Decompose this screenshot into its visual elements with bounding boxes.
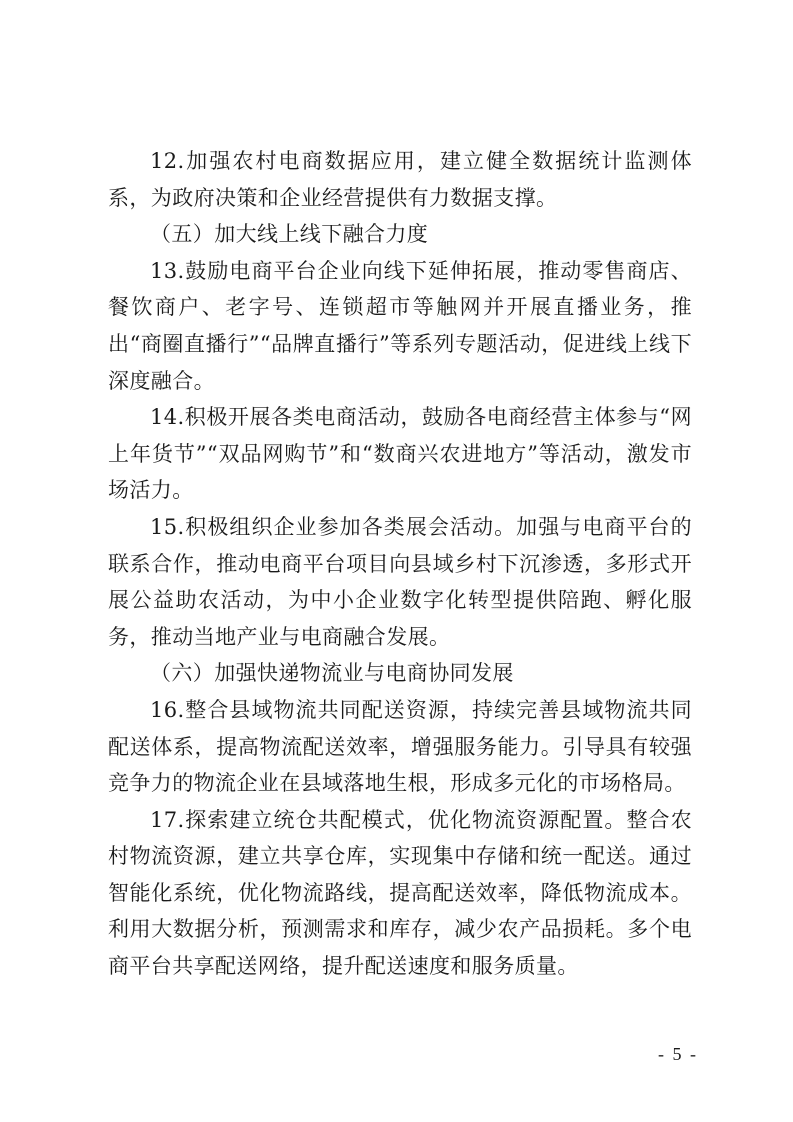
document-body	[108, 143, 692, 985]
section-heading-6: （六）加强快递物流业与电商协同发展	[150, 661, 514, 686]
paragraph-16: 16.整合县域物流共同配送资源，持续完善县域物流共同配送体系，提高物流配送效率，增强服务能力。引导具有较强竞争力的物流企业在县域落地生根，形成多元化的市场格局。	[108, 697, 692, 796]
paragraph-17: 17.探索建立统仓共配模式，优化物流资源配置。整合农村物流资源，建立共享仓库，实现集中存储和统一配送。通过智能化系统，优化物流路线，提高配送效率，降低物流成本。利用大数据分析，预测需求和库存，减少农产品损耗。多个电商平台共享配送网络，提升配送速度和服务质量。	[108, 807, 692, 979]
paragraph-13: 13.鼓励电商平台企业向线下延伸拓展，推动零售商店、餐饮商户、老字号、连锁超市等触网并开展直播业务，推出“商圈直播行”“品牌直播行”等系列专题活动，促进线上线下深度融合。	[108, 258, 692, 393]
section-heading-5: （五）加大线上线下融合力度	[150, 222, 429, 247]
paragraph-15: 15.积极组织企业参加各类展会活动。加强与电商平台的联系合作，推动电商平台项目向县域乡村下沉渗透，多形式开展公益助农活动，为中小企业数字化转型提供陪跑、孵化服务，推动当地产业与电商融合发展。	[108, 514, 692, 649]
paragraph-14: 14.积极开展各类电商活动，鼓励各电商经营主体参与“网上年货节”“双品网购节”和“数商兴农进地方”等活动，激发市场活力。	[108, 405, 692, 503]
page-number: - 5 -	[658, 1044, 698, 1064]
paragraph-12: 12.加强农村电商数据应用，建立健全数据统计监测体系，为政府决策和企业经营提供有力数据支撑。	[108, 149, 692, 210]
